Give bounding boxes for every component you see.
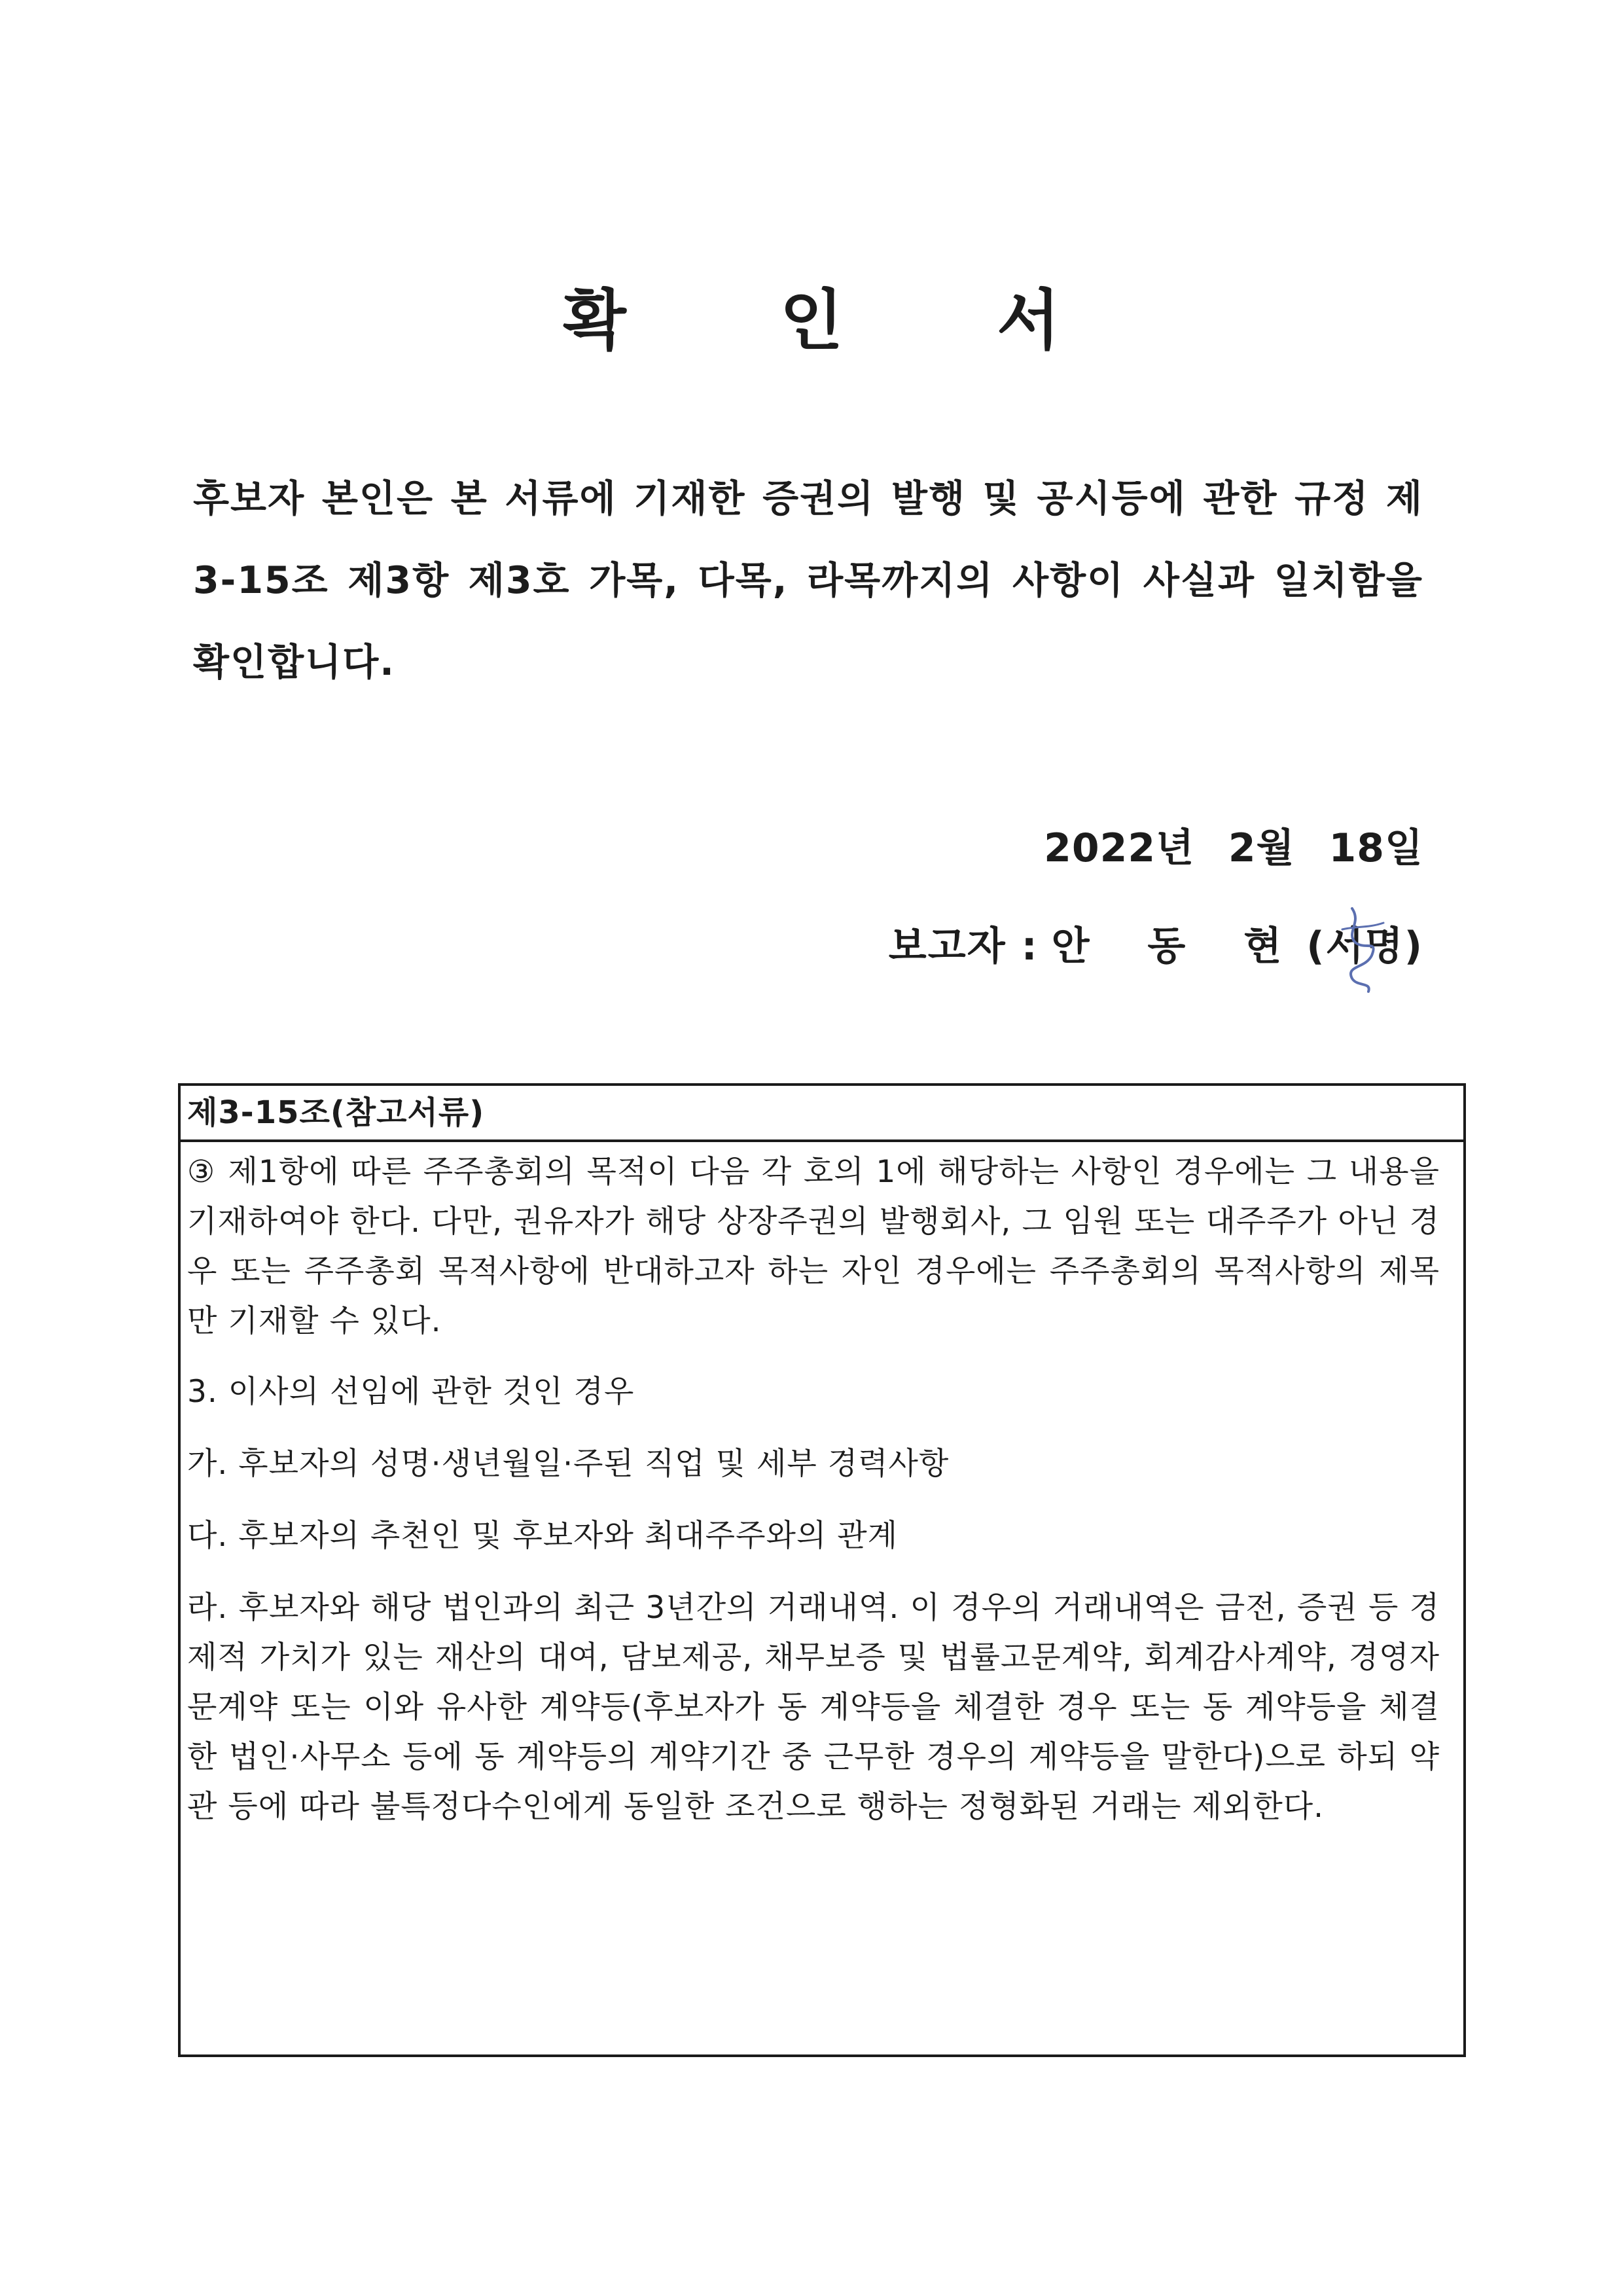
date-month: 2월 bbox=[1228, 825, 1295, 871]
reference-paragraph: 가. 후보자의 성명·생년월일·주된 직업 및 세부 경력사항 bbox=[187, 1446, 950, 1482]
reference-heading: 제3-15조(참고서류) bbox=[181, 1086, 1463, 1142]
reference-body bbox=[181, 1142, 1463, 1832]
reference-paragraph: 라. 후보자와 해당 법인과의 최근 3년간의 거래내역. 이 경우의 거래내역은 금전, 증권 등 경제적 가치가 있는 재산의 대여, 담보제공, 채무보증 및 법률고문계약, 회계감사계약, 경영자문계약 또는 이와 유사한 계약등(후보자가 동 계약등을 체결한 경우 또는 동 계약등을 체결한 법인·사무소 등에 동 계약등의 계약기간 중 근무한 경우의 계약등을 말한다)으로 하되 약관 등에 따라 불특정다수인에게 동일한 조건으로 행하는 정형화된 거래는 제외한다. bbox=[187, 1590, 1440, 1825]
reference-paragraph: 3. 이사의 선임에 관한 것인 경우 bbox=[187, 1374, 635, 1410]
signature-area bbox=[1306, 923, 1423, 970]
reference-paragraph: ③ 제1항에 따른 주주총회의 목적이 다음 각 호의 1에 해당하는 사항인 경우에는 그 내용을 기재하여야 한다. 다만, 권유자가 해당 상장주권의 발행회사, 그 임원 또는 대주주가 아닌 경우 또는 주주총회 목적사항에 반대하고자 하는 자인 경우에는 주주총회의 목적사항의 제목만 기재할 수 있다. bbox=[187, 1154, 1440, 1339]
date-day: 18일 bbox=[1329, 825, 1423, 871]
reference-box bbox=[178, 1083, 1466, 2057]
reporter-name: 안 동 현 bbox=[1051, 924, 1304, 969]
document-date bbox=[1044, 825, 1423, 872]
reporter-line bbox=[889, 923, 1423, 970]
date-year: 2022년 bbox=[1044, 825, 1195, 871]
document-title: 확 인 서 bbox=[563, 282, 1126, 359]
sign-note: (서명) bbox=[1306, 924, 1423, 969]
reference-paragraph: 다. 후보자의 추천인 및 후보자와 최대주주와의 관계 bbox=[187, 1518, 899, 1554]
confirmation-statement: 후보자 본인은 본 서류에 기재한 증권의 발행 및 공시등에 관한 규정 제3-15조 제3항 제3호 가목, 다목, 라목까지의 사항이 사실과 일치함을 확인합니다. bbox=[193, 477, 1423, 684]
reporter-label: 보고자 : bbox=[888, 924, 1039, 969]
